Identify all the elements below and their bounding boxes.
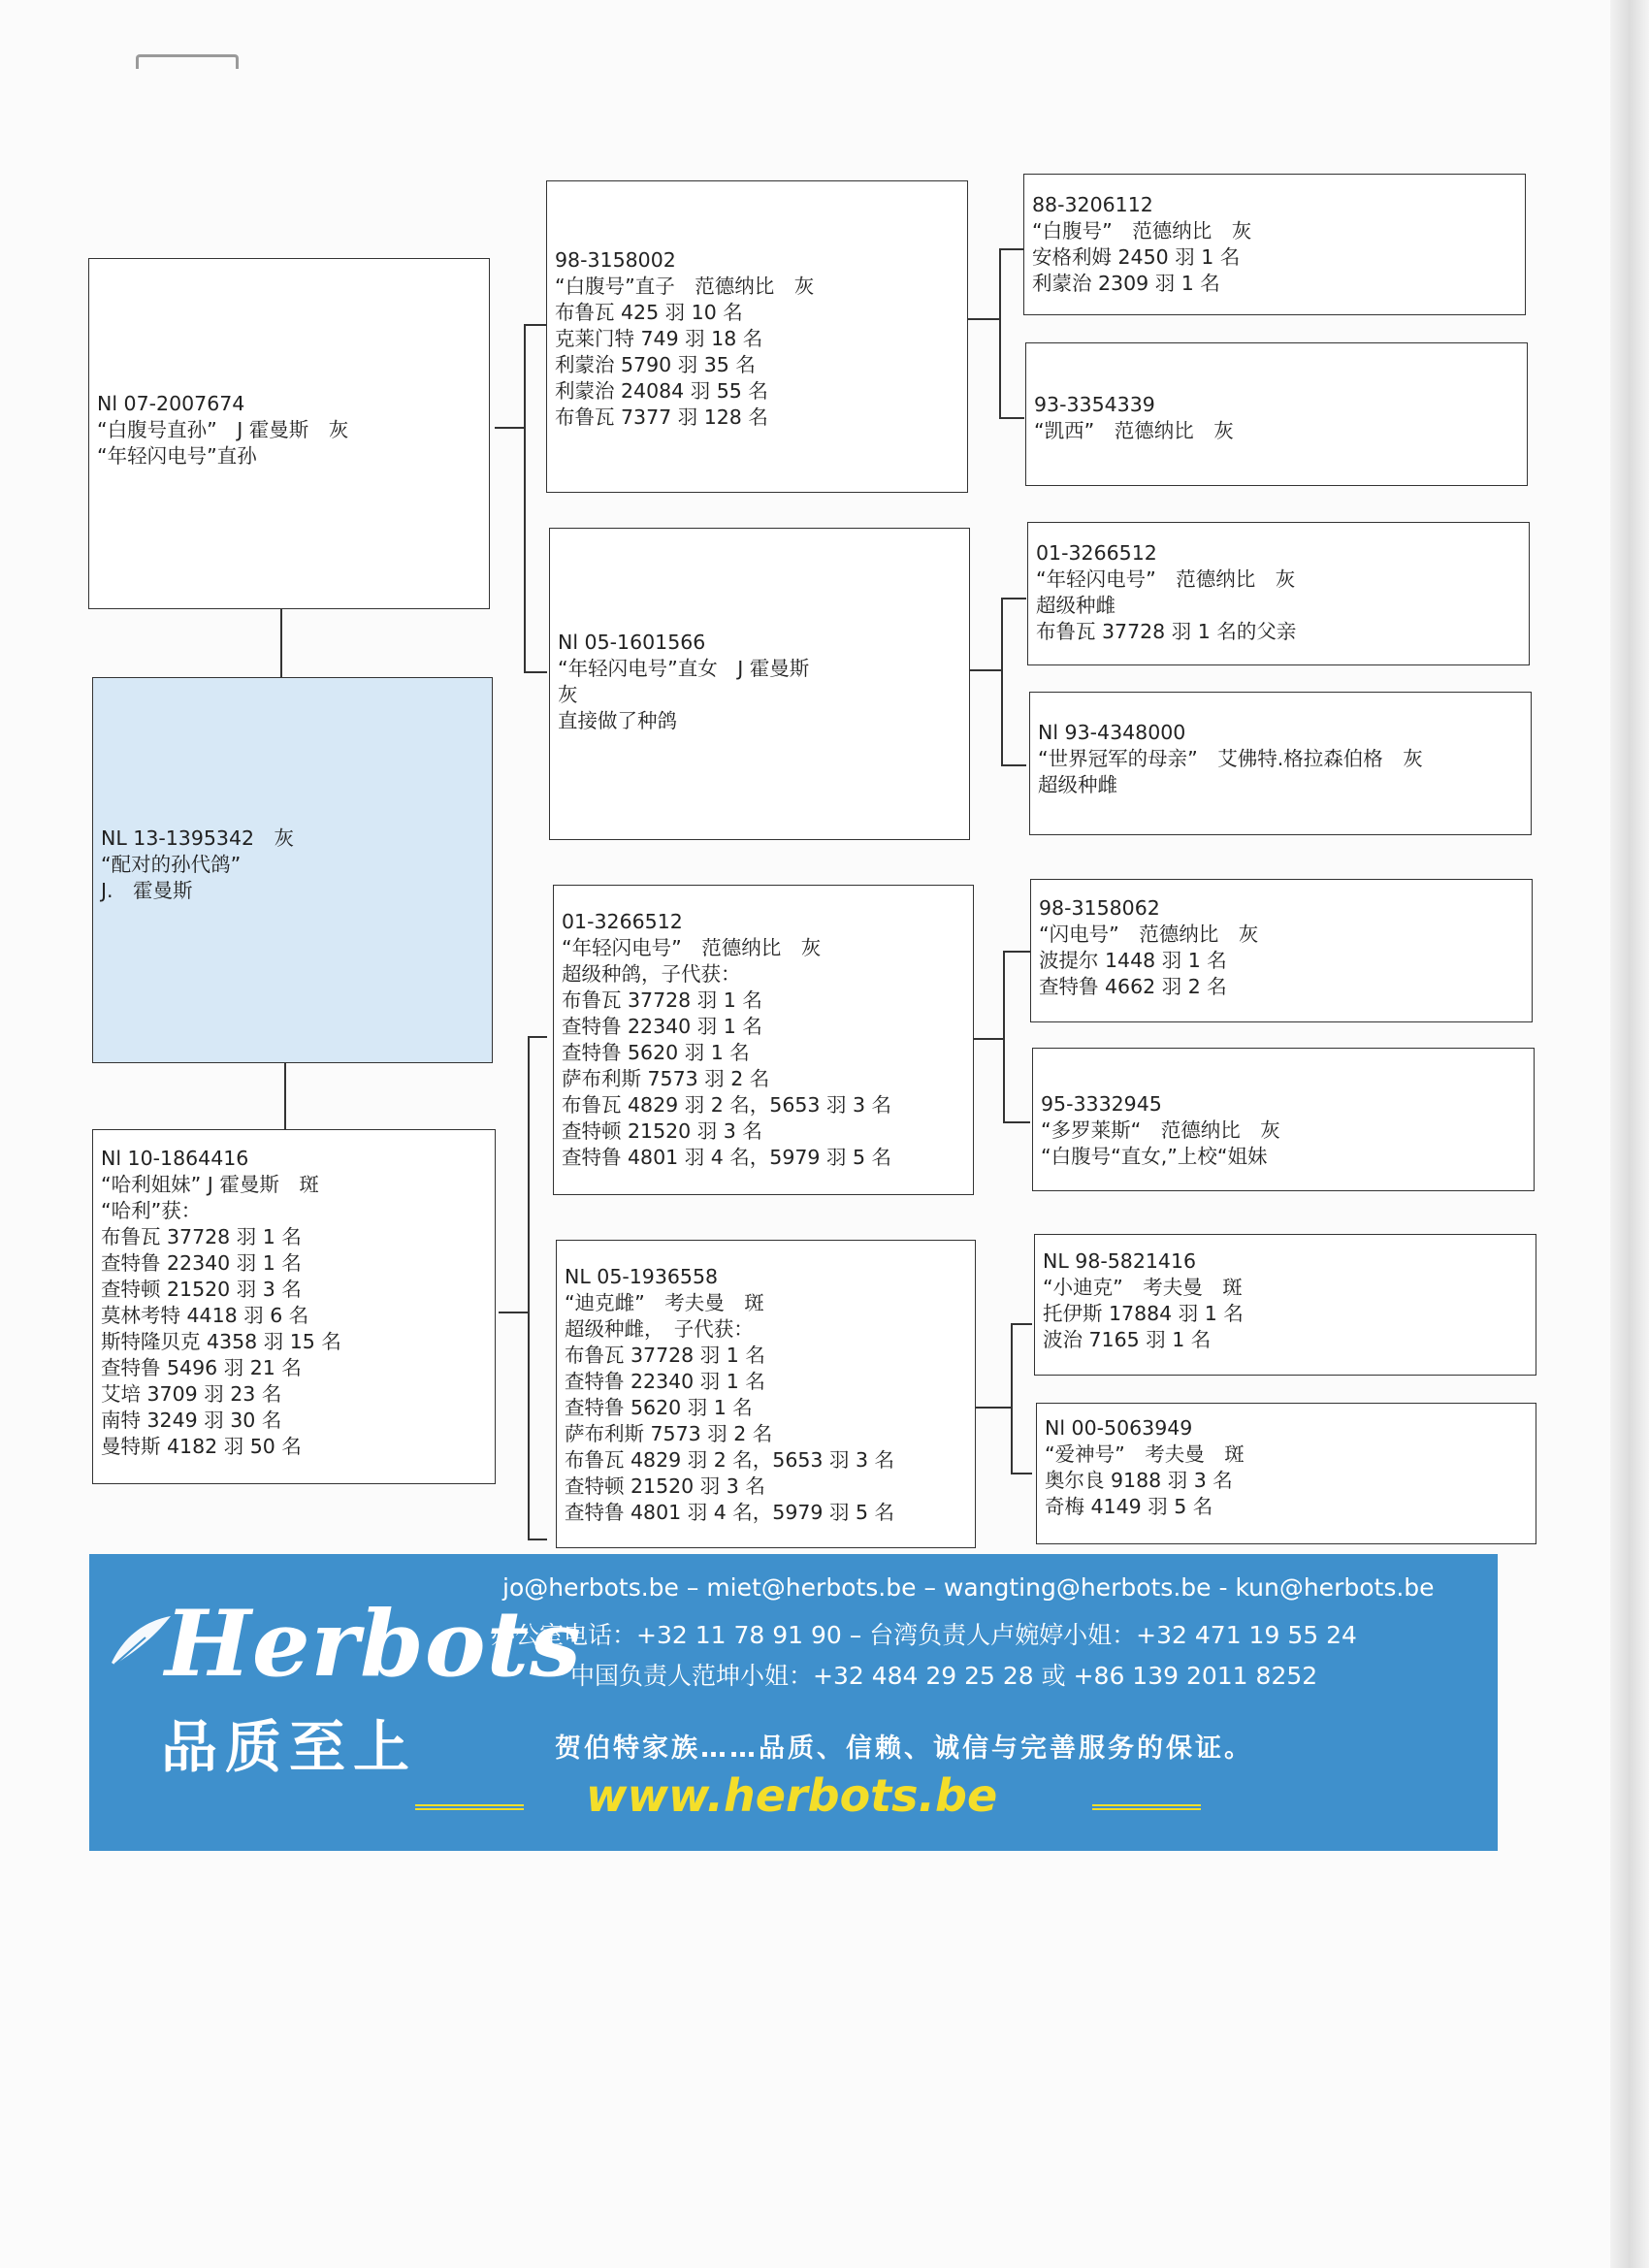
pedigree-line: “小迪克” 考夫曼 斑 — [1043, 1276, 1243, 1299]
pedigree-line: 88-3206112 — [1032, 193, 1153, 216]
pedigree-line: Nl 10-1864416 — [101, 1147, 249, 1170]
dam-dam-box — [556, 1240, 976, 1548]
pedigree-line: Nl 93-4348000 — [1038, 721, 1186, 744]
pedigree-line: “年轻闪电号”直孙 — [97, 444, 257, 468]
pedigree-line: “多罗莱斯“ 范德纳比 灰 — [1041, 1118, 1280, 1142]
connector — [999, 248, 1024, 250]
dam-sire-dam-box — [1032, 1048, 1535, 1191]
china-contact: 中国负责人范坤小姐：+32 484 29 25 28 或 +86 139 2011 8252 — [570, 1662, 1318, 1690]
pedigree-line: “白腹号直孙” J 霍曼斯 灰 — [97, 418, 349, 441]
pedigree-line: 莫林考特 4418 羽 6 名 — [101, 1304, 309, 1327]
sire-dam-dam-box — [1029, 692, 1532, 835]
pedigree-line: “年轻闪电号” 范德纳比 灰 — [562, 936, 822, 959]
pedigree-line: 98-3158002 — [555, 248, 676, 272]
connector — [499, 1312, 528, 1313]
website-link[interactable]: www.herbots.be — [586, 1769, 998, 1822]
divider-left — [415, 1804, 524, 1810]
pedigree-line: “哈利姐妹” J 霍曼斯 斑 — [101, 1173, 319, 1196]
sire-dam-sire-box — [1027, 522, 1530, 665]
tagline: 贺伯特家族……品质、信赖、诚信与完善服务的保证。 — [555, 1733, 1253, 1764]
pedigree-line: 布鲁瓦 4829 羽 2 名，5653 羽 3 名 — [562, 1093, 892, 1117]
connector — [1011, 1323, 1013, 1474]
sire-dam-box — [549, 528, 970, 840]
connector — [524, 324, 526, 673]
pedigree-line: 查特鲁 4801 羽 4 名，5979 羽 5 名 — [565, 1501, 895, 1524]
pedigree-line: 安格利姆 2450 羽 1 名 — [1032, 245, 1241, 269]
email-list: jo@herbots.be – miet@herbots.be – wangting@herbots.be - kun@herbots.be — [502, 1573, 1435, 1602]
pedigree-line: “世界冠军的母亲” 艾佛特.格拉森伯格 灰 — [1038, 747, 1423, 770]
pedigree-line: “年轻闪电号” 范德纳比 灰 — [1036, 567, 1296, 591]
pedigree-line: 查特鲁 22340 羽 1 名 — [562, 1015, 762, 1038]
connector — [999, 248, 1001, 419]
dam-dam-sire-box — [1034, 1234, 1536, 1376]
pedigree-line: “爱神号” 考夫曼 斑 — [1045, 1442, 1245, 1466]
connector — [1001, 598, 1003, 766]
pedigree-line: NL 98-5821416 — [1043, 1249, 1197, 1273]
dam-sire-sire-box — [1030, 879, 1533, 1022]
pedigree-line: Nl 05-1601566 — [558, 631, 706, 654]
pedigree-line: 93-3354339 — [1034, 393, 1155, 416]
pedigree-line: 查特鲁 4662 羽 2 名 — [1039, 975, 1227, 998]
pedigree-line: 奇梅 4149 羽 5 名 — [1045, 1495, 1213, 1518]
pedigree-line: 查特顿 21520 羽 3 名 — [562, 1119, 762, 1143]
dam-dam-dam-box — [1036, 1403, 1536, 1544]
pedigree-line: 98-3158062 — [1039, 896, 1160, 920]
sire-sire-dam-box — [1025, 342, 1528, 486]
pedigree-line: 超级种鸽，子代获： — [562, 962, 741, 986]
pedigree-line: 布鲁瓦 425 羽 10 名 — [555, 301, 743, 324]
connector — [1003, 951, 1030, 953]
subject-box — [92, 677, 493, 1063]
pedigree-line: 查特顿 21520 羽 3 名 — [565, 1474, 765, 1498]
connector — [528, 1539, 547, 1540]
pedigree-line: “配对的孙代鸽” — [101, 853, 242, 876]
slogan: 品质至上 — [161, 1714, 418, 1780]
pedigree-line: NL 13-1395342 灰 — [101, 826, 295, 850]
pedigree-line: 斯特隆贝克 4358 羽 15 名 — [101, 1330, 341, 1353]
sire-sire-box — [546, 180, 968, 493]
pedigree-line: 利蒙治 5790 羽 35 名 — [555, 353, 756, 376]
pedigree-line: 艾培 3709 羽 23 名 — [101, 1382, 282, 1406]
connector — [284, 1061, 286, 1131]
pedigree-line: 萨布利斯 7573 羽 2 名 — [562, 1067, 770, 1090]
page-edge — [1610, 0, 1649, 2268]
pedigree-line: 直接做了种鸽 — [558, 709, 677, 732]
pedigree-line: 01-3266512 — [1036, 541, 1157, 565]
pedigree-line: 查特鲁 5620 羽 1 名 — [562, 1041, 750, 1064]
pedigree-line: “白腹号”直子 范德纳比 灰 — [555, 275, 815, 298]
staple-mark — [136, 54, 239, 69]
pedigree-line: 超级种雌， 子代获： — [565, 1317, 754, 1341]
divider-right — [1092, 1804, 1201, 1810]
pedigree-line: J. 霍曼斯 — [101, 879, 193, 902]
pedigree-line: “白腹号” 范德纳比 灰 — [1032, 219, 1252, 243]
herbots-banner — [89, 1554, 1498, 1851]
pedigree-line: 查特顿 21520 羽 3 名 — [101, 1278, 302, 1301]
pedigree-line: NL 05-1936558 — [565, 1265, 719, 1288]
pedigree-line: 布鲁瓦 37728 羽 1 名 — [565, 1344, 765, 1367]
connector — [1001, 598, 1026, 599]
pedigree-line: 超级种雌 — [1036, 594, 1116, 617]
pedigree-line: 利蒙治 24084 羽 55 名 — [555, 379, 768, 403]
pedigree-line: 奥尔良 9188 羽 3 名 — [1045, 1469, 1233, 1492]
pedigree-line: “年轻闪电号”直女 J 霍曼斯 — [558, 657, 810, 680]
pedigree-line: 查特鲁 4801 羽 4 名，5979 羽 5 名 — [562, 1146, 892, 1169]
pedigree-line: 灰 — [558, 683, 578, 706]
pedigree-line: “哈利”获： — [101, 1199, 202, 1222]
connector — [524, 671, 547, 673]
sire-sire-sire-box — [1023, 174, 1526, 315]
pedigree-line: 布鲁瓦 37728 羽 1 名 — [562, 988, 762, 1012]
connector — [974, 1407, 1011, 1409]
pedigree-line: 托伊斯 17884 羽 1 名 — [1043, 1302, 1244, 1325]
dam-sire-box — [553, 885, 974, 1195]
dam-box — [92, 1129, 496, 1484]
connector — [968, 318, 999, 320]
pedigree-line: 超级种雌 — [1038, 773, 1117, 796]
connector — [1011, 1323, 1032, 1325]
connector — [999, 417, 1024, 419]
connector — [972, 1038, 1003, 1040]
office-phone: 办公室电话：+32 11 78 91 90 – 台湾负责人卢婉婷小姐：+32 471 19 55 24 — [491, 1621, 1357, 1649]
connector — [528, 1036, 530, 1540]
connector — [280, 607, 282, 679]
logo-wordmark: Herbots — [165, 1591, 582, 1698]
pedigree-line: 查特鲁 5620 羽 1 名 — [565, 1396, 753, 1419]
pedigree-line: 波提尔 1448 羽 1 名 — [1039, 949, 1227, 972]
pedigree-line: 萨布利斯 7573 羽 2 名 — [565, 1422, 773, 1445]
pedigree-line: “白腹号“直女,”上校“姐妹 — [1041, 1145, 1268, 1168]
pedigree-line: 克莱门特 749 羽 18 名 — [555, 327, 763, 350]
connector — [1011, 1473, 1032, 1474]
pedigree-line: 95-3332945 — [1041, 1092, 1162, 1116]
pedigree-line: “迪克雌” 考夫曼 斑 — [565, 1291, 764, 1314]
pedigree-line: “凯西” 范德纳比 灰 — [1034, 419, 1234, 442]
pedigree-line: 查特鲁 22340 羽 1 名 — [101, 1251, 302, 1275]
connector — [524, 324, 547, 326]
connector — [528, 1036, 547, 1038]
connector — [495, 427, 524, 429]
pedigree-line: Nl 00-5063949 — [1045, 1416, 1193, 1440]
pedigree-line: 布鲁瓦 7377 羽 128 名 — [555, 405, 768, 429]
connector — [1001, 764, 1026, 766]
pedigree-line: 01-3266512 — [562, 910, 683, 933]
herbots-logo — [107, 1583, 582, 1835]
pedigree-line: 波治 7165 羽 1 名 — [1043, 1328, 1212, 1351]
pedigree-line: “闪电号” 范德纳比 灰 — [1039, 923, 1259, 946]
connector — [1003, 1121, 1030, 1123]
connector — [968, 669, 1001, 671]
sire-box — [88, 258, 490, 609]
connector — [1003, 951, 1005, 1123]
pedigree-line: 利蒙治 2309 羽 1 名 — [1032, 272, 1220, 295]
pedigree-line: 查特鲁 22340 羽 1 名 — [565, 1370, 765, 1393]
pedigree-line: 曼特斯 4182 羽 50 名 — [101, 1435, 302, 1458]
pedigree-line: Nl 07-2007674 — [97, 392, 245, 415]
pedigree-line: 布鲁瓦 37728 羽 1 名 — [101, 1225, 302, 1248]
pedigree-line: 查特鲁 5496 羽 21 名 — [101, 1356, 302, 1379]
pedigree-line: 布鲁瓦 4829 羽 2 名，5653 羽 3 名 — [565, 1448, 895, 1472]
pedigree-line: 南特 3249 羽 30 名 — [101, 1409, 282, 1432]
pedigree-line: 布鲁瓦 37728 羽 1 名的父亲 — [1036, 620, 1297, 643]
